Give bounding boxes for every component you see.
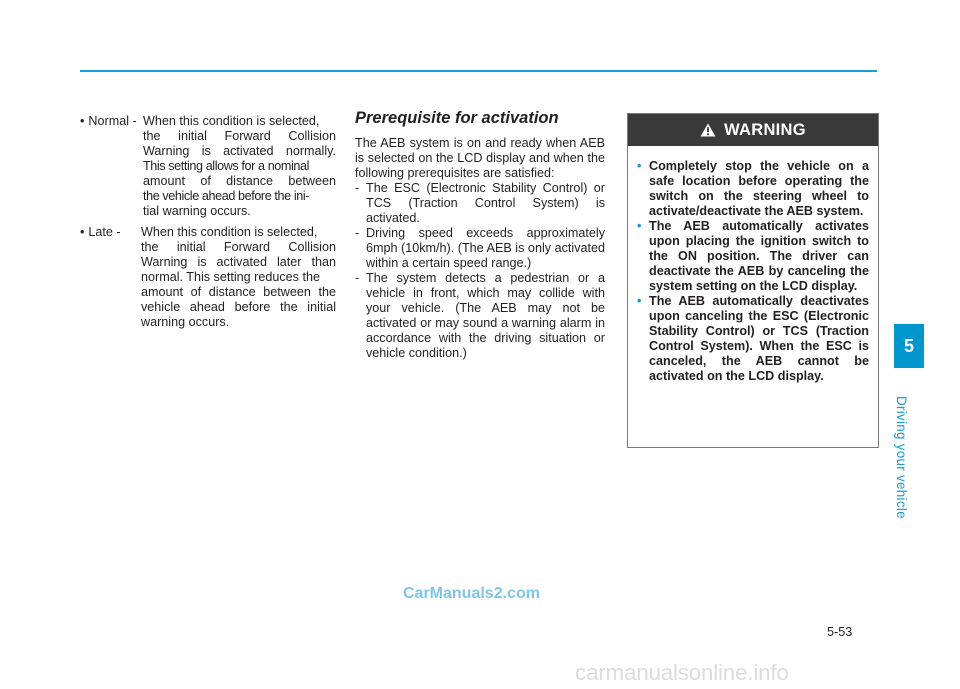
- option-label: Late -: [88, 225, 121, 239]
- bullet: •: [637, 159, 642, 173]
- option-normal: [80, 114, 336, 219]
- warning-item: [637, 294, 869, 384]
- bullet: •: [637, 294, 642, 308]
- warning-text: The AEB automatically deactivates upon canceling the ESC (Electronic Stability Control) or TCS (Traction Control System). When the ESC is canceled, the AEB cannot be activated on the LCD display.: [649, 294, 869, 383]
- warning-list: [628, 146, 878, 384]
- middle-column: [355, 108, 605, 361]
- option-line: This setting allows for a nominal: [143, 159, 309, 173]
- option-line: the initial Forward Collision: [143, 129, 336, 143]
- warning-item: [637, 159, 869, 219]
- option-line: amount of distance between: [143, 174, 336, 188]
- option-line: the initial Forward Collision: [141, 240, 336, 254]
- warning-item: [637, 219, 869, 294]
- page-number: 5-53: [827, 625, 853, 639]
- dash: -: [355, 226, 360, 240]
- option-label: Normal -: [88, 114, 137, 128]
- option-line: vehicle ahead before the initial: [141, 300, 336, 314]
- top-rule: [80, 70, 877, 72]
- option-line: warning occurs.: [141, 315, 230, 329]
- requirement-item: [355, 271, 605, 361]
- option-line: the vehicle ahead before the ini-: [143, 189, 310, 203]
- warning-text: The AEB automatically activates upon placing the ignition switch to the ON position. The driver can deactivate the AEB by canceling the system setting on the LCD display.: [649, 219, 869, 293]
- intro-paragraph: The AEB system is on and ready when AEB is selected on the LCD display and when the following prerequisites are satisfied:: [355, 136, 605, 180]
- option-line: Warning is activated normally.: [143, 144, 336, 158]
- option-line: normal. This setting reduces the: [141, 270, 320, 284]
- chapter-tab: 5: [894, 324, 924, 368]
- option-line: tial warning occurs.: [143, 204, 251, 218]
- option-late: [80, 225, 336, 330]
- dash: -: [355, 181, 360, 195]
- option-line: When this condition is selected,: [143, 114, 320, 128]
- requirement-text: Driving speed exceeds approximately 6mph (10km/h). (The AEB is only activated within a certain speed range.): [366, 226, 605, 270]
- warning-text: Completely stop the vehicle on a safe location before operating the switch on the steering wheel to activate/deactivate the AEB system.: [649, 159, 869, 218]
- bullet: •: [80, 225, 85, 239]
- option-line: amount of distance between the: [141, 285, 336, 299]
- bullet: •: [637, 219, 642, 233]
- chapter-label: Driving your vehicle: [894, 396, 909, 519]
- warning-title: WARNING: [724, 120, 806, 139]
- watermark-text: carmanualsonline.info: [575, 660, 789, 685]
- requirement-item: [355, 226, 605, 271]
- left-column: [80, 114, 336, 336]
- watermark-link[interactable]: CarManuals2.com: [403, 585, 540, 602]
- bullet: •: [80, 114, 85, 128]
- section-heading: Prerequisite for activation: [355, 109, 559, 127]
- warning-triangle-icon: [700, 123, 716, 137]
- option-line: When this condition is selected,: [141, 225, 318, 239]
- requirement-text: The system detects a pedestrian or a vehicle in front, which may collide with your vehicle. (The AEB may not be activated or may sound a warning alarm in accordance with the driving situation or vehicle condition.): [366, 271, 605, 360]
- option-line: Warning is activated later than: [141, 255, 336, 269]
- warning-box: [627, 113, 879, 448]
- requirement-item: [355, 181, 605, 226]
- requirement-text: The ESC (Electronic Stability Control) or TCS (Traction Control System) is activated.: [366, 181, 605, 225]
- dash: -: [355, 271, 360, 285]
- warning-header: [628, 114, 878, 146]
